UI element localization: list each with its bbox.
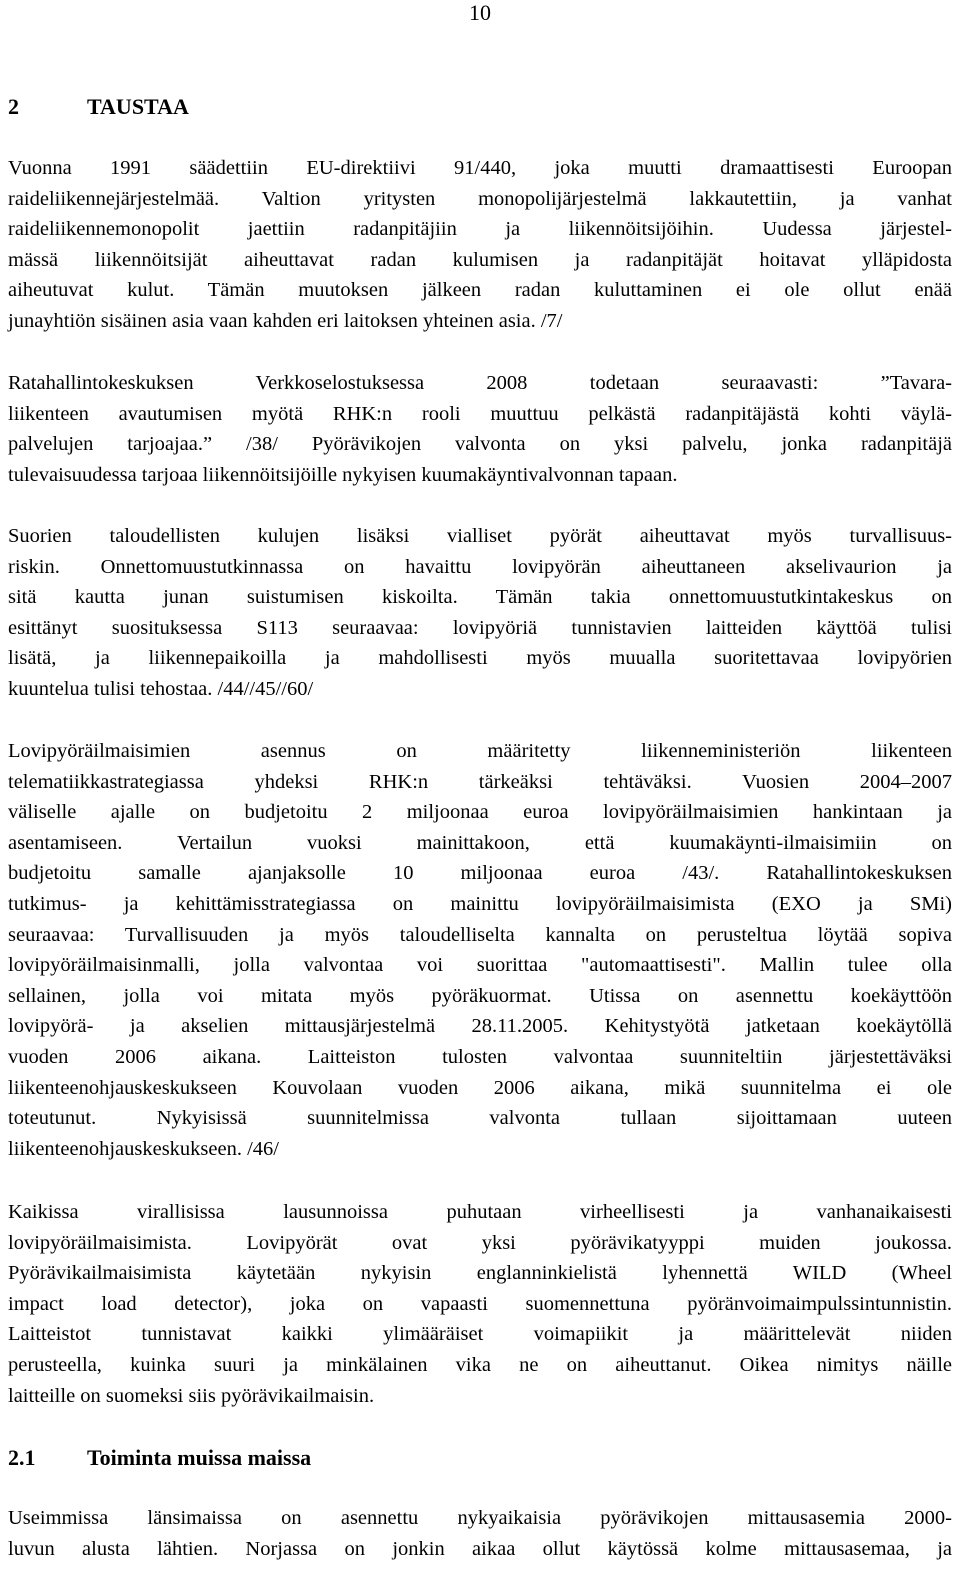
text-line: palvelujen tarjoajaa.” /38/ Pyörävikojen valvonta on yksi palvelu, jonka radanpitäjä bbox=[8, 433, 952, 456]
paragraph-4 bbox=[8, 736, 952, 1164]
text-line: liikenteen avautumisen myötä RHK:n rooli muuttuu pelkästä radanpitäjästä kohti väylä- bbox=[8, 402, 952, 425]
text-line: impact load detector), joka on vapaasti suomennettuna pyöränvoimaimpulssintunnistin. bbox=[8, 1292, 952, 1315]
text-line: mässä liikennöitsijät aiheuttavat radan kulumisen ja radanpitäjät hoitavat ylläpidosta bbox=[8, 248, 952, 271]
text-line: tutkimus- ja kehittämisstrategiassa on mainittu lovipyöräilmaisimista (EXO ja SMi) bbox=[8, 892, 952, 915]
text-line: perusteella, kuinka suuri ja minkälainen vika ne on aiheuttanut. Oikea nimitys näille bbox=[8, 1353, 952, 1376]
paragraph-5 bbox=[8, 1197, 952, 1411]
text-line: esittänyt suosituksessa S113 seuraavaa: lovipyöriä tunnistavien laitteiden käyttöä tulisi bbox=[8, 616, 952, 639]
subsection-heading bbox=[8, 1445, 312, 1471]
text-line: asentamiseen. Vertailun vuoksi mainittakoon, että kuumakäynti-ilmaisimiin on bbox=[8, 831, 952, 854]
page-number: 10 bbox=[469, 0, 491, 25]
text-line: Useimmissa länsimaissa on asennettu nykyaikaisia pyörävikojen mittausasemia 2000- bbox=[8, 1507, 952, 1529]
text-line: Suorien taloudellisten kulujen lisäksi vialliset pyörät aiheuttavat myös turvallisuus- bbox=[8, 525, 952, 547]
text-line: lovipyörä- ja akselien mittausjärjestelmä 28.11.2005. Kehitystyötä jatketaan koekäytöllä bbox=[8, 1015, 952, 1038]
section-title: TAUSTAA bbox=[87, 94, 189, 119]
subsection-title: Toiminta muissa maissa bbox=[87, 1445, 312, 1470]
text-line: raideliikennemonopolit jaettiin radanpitäjiin ja liikennöitsijöihin. Uudessa järjestel- bbox=[8, 218, 952, 241]
paragraph-3 bbox=[8, 521, 952, 705]
section-number: 2 bbox=[8, 94, 19, 119]
text-line: liikenteenohjauskeskukseen. /46/ bbox=[8, 1137, 279, 1160]
text-line: Kaikissa virallisissa lausunnoissa puhutaan virheellisesti ja vanhanaikaisesti bbox=[8, 1201, 952, 1223]
paragraph-6 bbox=[8, 1503, 952, 1564]
subsection-number: 2.1 bbox=[8, 1445, 36, 1470]
text-line: raideliikennejärjestelmää. Valtion yritysten monopolijärjestelmä lakkautettiin, ja vanhat bbox=[8, 187, 952, 210]
text-line: junayhtiön sisäinen asia vaan kahden eri laitoksen yhteinen asia. /7/ bbox=[8, 309, 563, 332]
text-line: Ratahallintokeskuksen Verkkoselostuksessa 2008 todetaan seuraavasti: ”Tavara- bbox=[8, 372, 952, 394]
text-line: lisätä, ja liikennepaikoilla ja mahdollisesti myös muualla suoritettavaa lovipyörien bbox=[8, 647, 952, 670]
text-line: laitteille on suomeksi siis pyörävikailmaisin. bbox=[8, 1384, 375, 1407]
section-heading bbox=[8, 94, 189, 120]
text-line: telematiikkastrategiassa yhdeksi RHK:n tärkeäksi tehtäväksi. Vuosien 2004–2007 bbox=[8, 770, 952, 793]
text-line: Vuonna 1991 säädettiin EU-direktiivi 91/440, joka muutti dramaattisesti Euroopan bbox=[8, 157, 952, 179]
text-line: sellainen, jolla voi mitata myös pyöräkuormat. Utissa on asennettu koekäyttöön bbox=[8, 984, 952, 1007]
text-line: tulevaisuudessa tarjoaa liikennöitsijöille nykyisen kuumakäyntivalvonnan tapaan. bbox=[8, 463, 678, 486]
text-line: vuoden 2006 aikana. Laitteiston tulosten valvontaa suunniteltiin järjestettäväksi bbox=[8, 1045, 952, 1068]
text-line: lovipyöräilmaisimista. Lovipyörät ovat yksi pyörävikatyyppi muiden joukossa. bbox=[8, 1231, 952, 1254]
text-line: liikenteenohjauskeskukseen Kouvolaan vuoden 2006 aikana, mikä suunnitelma ei ole bbox=[8, 1076, 952, 1099]
text-line: seuraavaa: Turvallisuuden ja myös taloudelliselta kannalta on perusteltua löytää sopiva bbox=[8, 923, 952, 946]
text-line: Pyörävikailmaisimista käytetään nykyisin englanninkielistä lyhennettä WILD (Wheel bbox=[8, 1262, 952, 1285]
text-line: lovipyöräilmaisinmalli, jolla valvontaa voi suorittaa "automaattisesti". Mallin tulee olla bbox=[8, 954, 952, 977]
paragraph-2 bbox=[8, 368, 952, 490]
text-line: toteutunut. Nykyisissä suunnitelmissa valvonta tullaan sijoittamaan uuteen bbox=[8, 1107, 952, 1130]
text-line: luvun alusta lähtien. Norjassa on jonkin aikaa ollut käytössä kolme mittausasemaa, ja bbox=[8, 1537, 952, 1560]
text-line: aiheutuvat kulut. Tämän muutoksen jälkeen radan kuluttaminen ei ole ollut enää bbox=[8, 279, 952, 302]
text-line: riskin. Onnettomuustutkinnassa on havaittu lovipyörän aiheuttaneen akselivaurion ja bbox=[8, 555, 952, 578]
text-line: Lovipyöräilmaisimien asennus on määritetty liikenneministeriön liikenteen bbox=[8, 740, 952, 762]
text-line: sitä kautta junan suistumisen kiskoilta. Tämän takia onnettomuustutkintakeskus on bbox=[8, 586, 952, 609]
text-line: budjetoitu samalle ajanjaksolle 10 miljoonaa euroa /43/. Ratahallintokeskuksen bbox=[8, 862, 952, 885]
text-line: väliselle ajalle on budjetoitu 2 miljoonaa euroa lovipyöräilmaisimien hankintaan ja bbox=[8, 801, 952, 824]
text-line: Laitteistot tunnistavat kaikki ylimääräiset voimapiikit ja määrittelevät niiden bbox=[8, 1323, 952, 1346]
paragraph-1 bbox=[8, 153, 952, 337]
text-line: kuuntelua tulisi tehostaa. /44//45//60/ bbox=[8, 677, 314, 700]
